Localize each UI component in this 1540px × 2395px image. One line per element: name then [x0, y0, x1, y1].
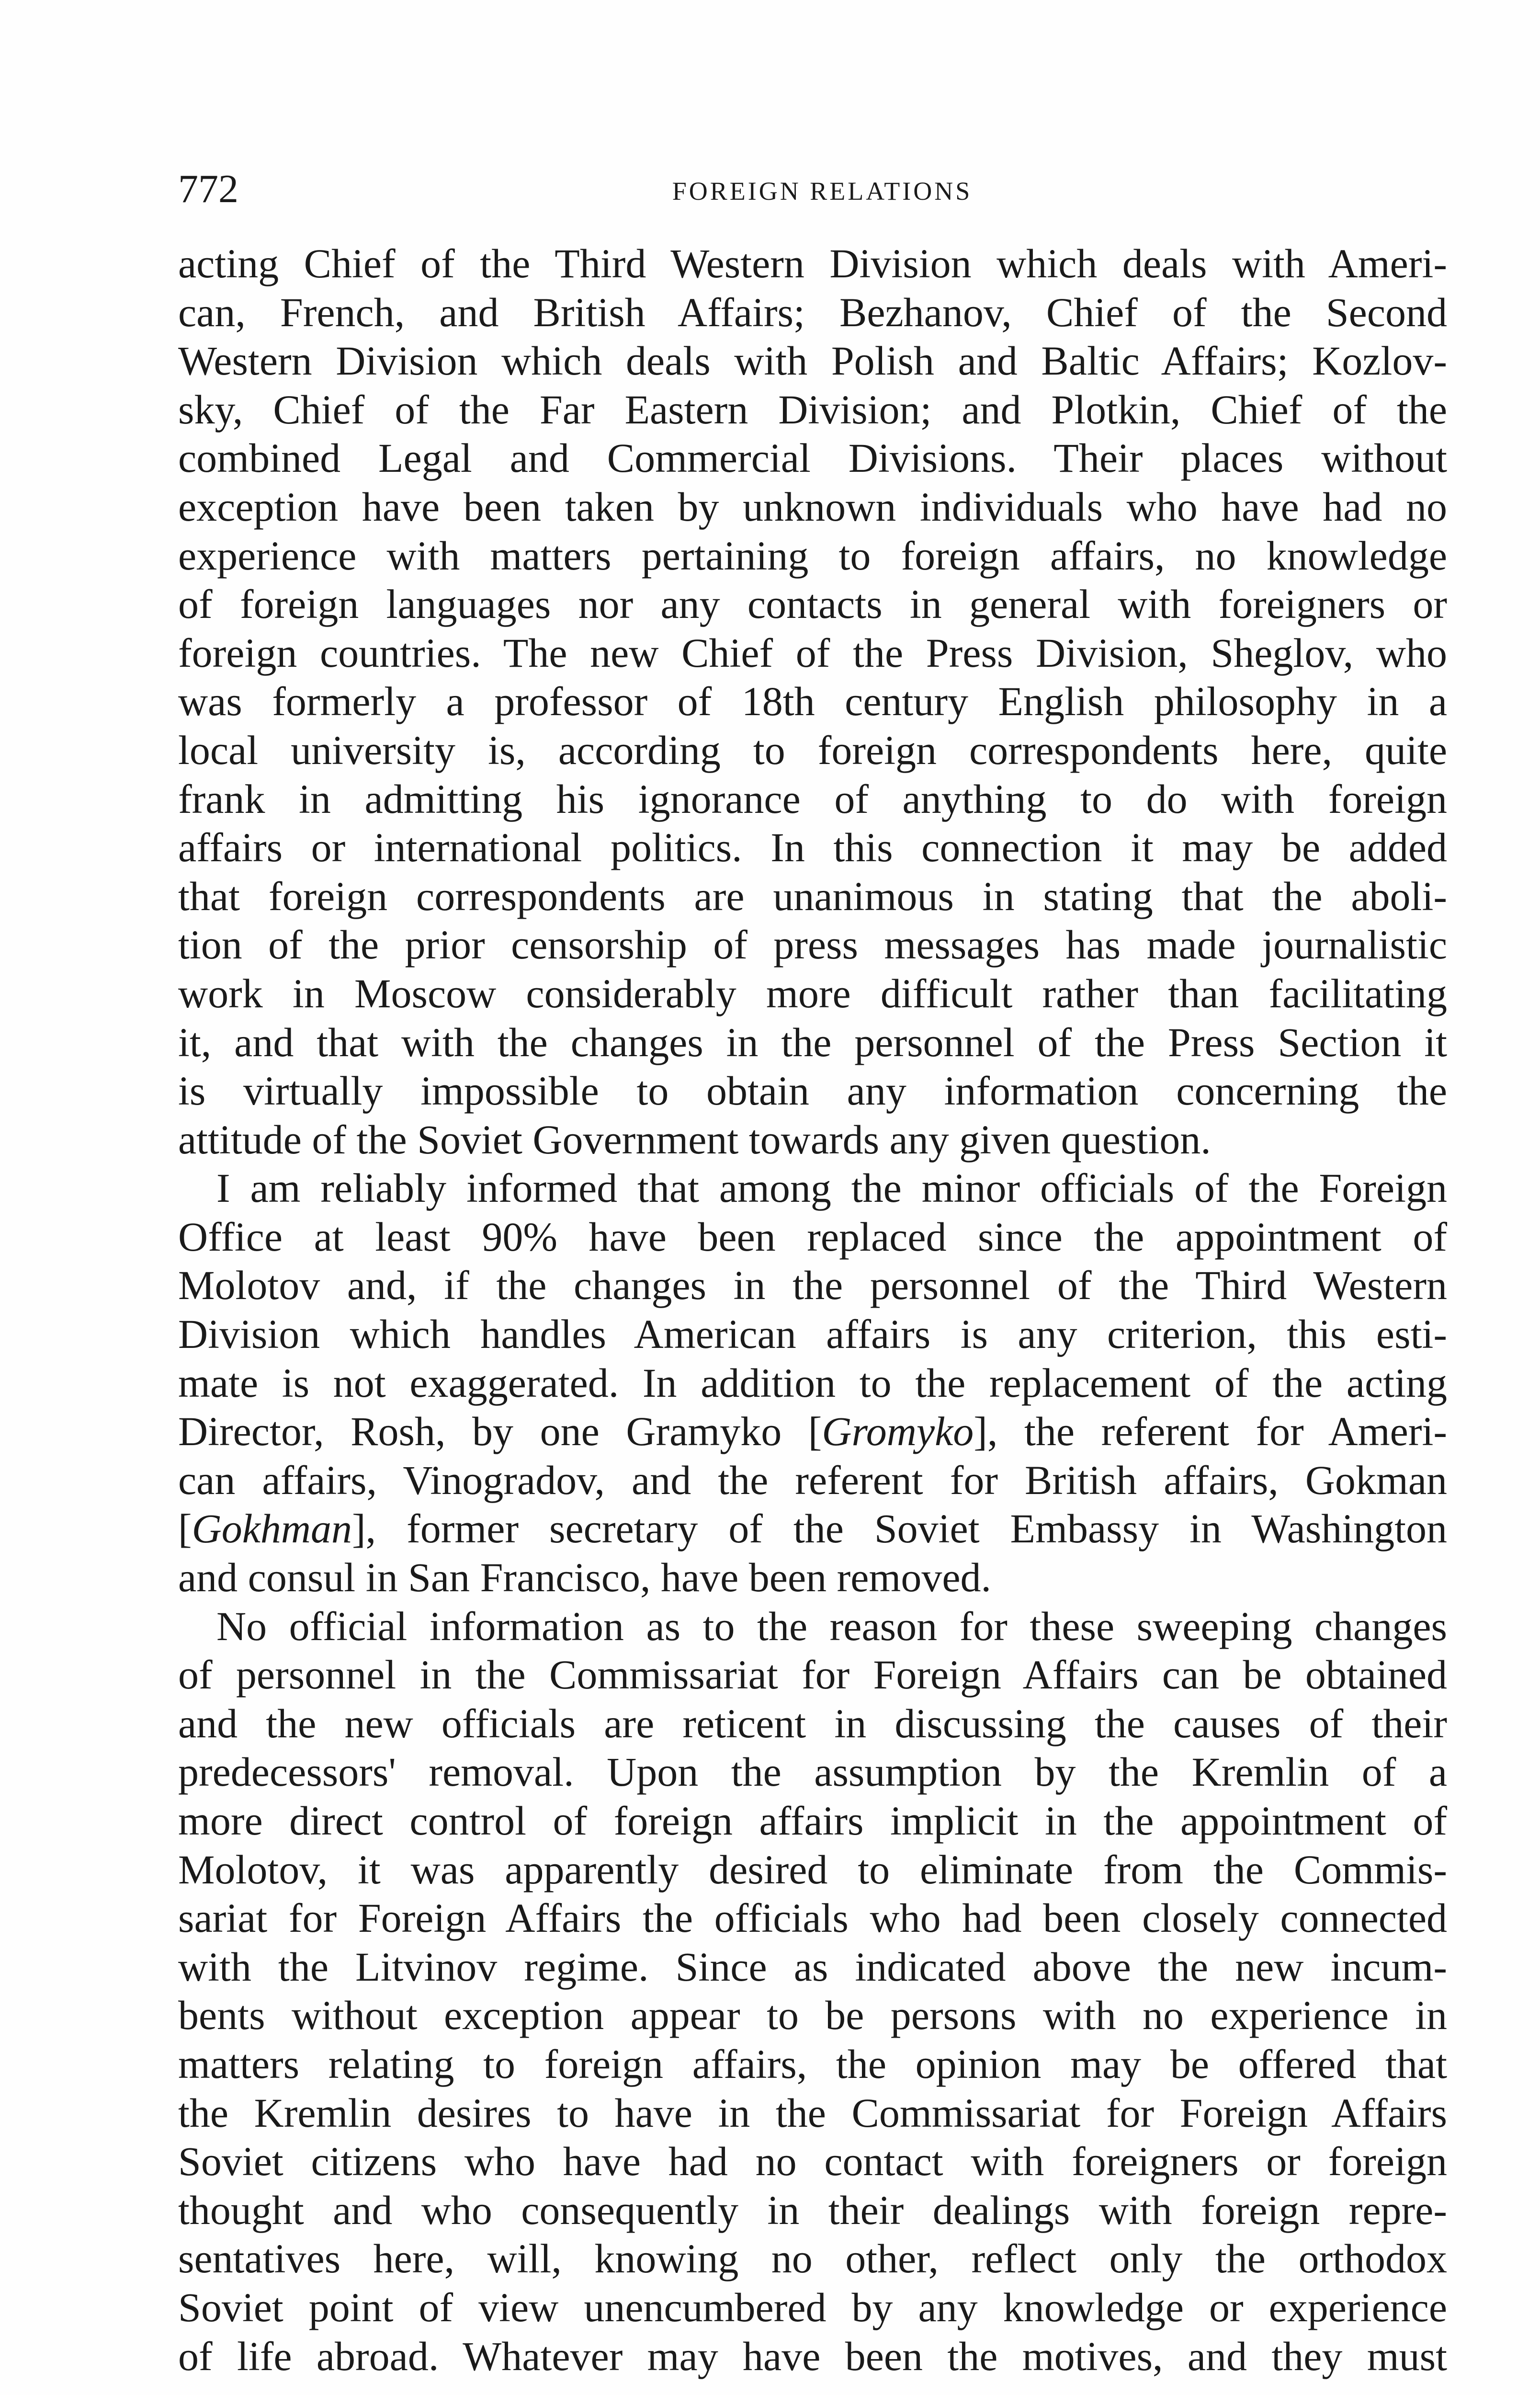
body-text [178, 240, 1447, 2381]
italic-name: Gromyko [822, 1408, 974, 1455]
text-line: sariat for Foreign Affairs the officials who had been closely connected [178, 1895, 1447, 1941]
running-header [178, 163, 1447, 216]
text-line: [Gokhman], former secretary of the Soviet Embassy in Washington [178, 1505, 1447, 1552]
text-line: can affairs, Vinogradov, and the referent for British affairs, Gokman [178, 1457, 1447, 1503]
text-line: the Kremlin desires to have in the Commissariat for Foreign Affairs [178, 2089, 1447, 2136]
text-line: Molotov and, if the changes in the personnel of the Third Western [178, 1262, 1447, 1309]
text-line: with the Litvinov regime. Since as indicated above the new incum- [178, 1943, 1447, 1990]
text-line: experience with matters pertaining to foreign affairs, no knowledge [178, 532, 1447, 579]
text-line: of personnel in the Commissariat for Foreign Affairs can be obtained [178, 1652, 1447, 1698]
text-line: local university is, according to foreign correspondents here, quite [178, 727, 1447, 773]
text-line: sky, Chief of the Far Eastern Division; and Plotkin, Chief of the [178, 386, 1447, 433]
text-line: Office at least 90% have been replaced since the appointment of [178, 1213, 1447, 1260]
text-line: mate is not exaggerated. In addition to the replacement of the acting [178, 1359, 1447, 1406]
text-line: it, and that with the changes in the personnel of the Press Section it [178, 1019, 1447, 1065]
text-line: combined Legal and Commercial Divisions. Their places without [178, 435, 1447, 481]
text-line: frank in admitting his ignorance of anything to do with foreign [178, 776, 1447, 822]
text-line: foreign countries. The new Chief of the Press Division, Sheglov, who [178, 629, 1447, 676]
text-line: of foreign languages nor any contacts in general with foreigners or [178, 581, 1447, 627]
text-line: was formerly a professor of 18th century English philosophy in a [178, 678, 1447, 725]
text-line: No official information as to the reason for these sweeping changes [216, 1603, 1447, 1649]
text-line: Soviet citizens who have had no contact with foreigners or foreign [178, 2138, 1447, 2185]
text-line: Director, Rosh, by one Gramyko [Gromyko], the referent for Ameri- [178, 1408, 1447, 1455]
italic-name: Gokhman [192, 1505, 352, 1552]
text-line: I am reliably informed that among the minor officials of the Foreign [216, 1165, 1447, 1211]
running-title: FOREIGN RELATIONS [672, 177, 973, 205]
text-line: predecessors' removal. Upon the assumption by the Kremlin of a [178, 1749, 1447, 1795]
text-line: can, French, and British Affairs; Bezhanov, Chief of the Second [178, 289, 1447, 335]
text-line: sentatives here, will, knowing no other, reflect only the orthodox [178, 2235, 1447, 2282]
text-line: Division which handles American affairs is any criterion, this esti- [178, 1311, 1447, 1357]
text-line: thought and who consequently in their dealings with foreign repre- [178, 2187, 1447, 2233]
text-line: tion of the prior censorship of press messages has made journalistic [178, 922, 1447, 968]
text-line: affairs or international politics. In this connection it may be added [178, 824, 1447, 871]
paragraph [178, 1602, 1447, 2381]
page-number: 772 [178, 167, 238, 211]
text-line: Western Division which deals with Polish and Baltic Affairs; Kozlov- [178, 338, 1447, 384]
text-line: matters relating to foreign affairs, the opinion may be offered that [178, 2041, 1447, 2087]
text-line: work in Moscow considerably more difficult rather than facilitating [178, 970, 1447, 1016]
text-line: more direct control of foreign affairs implicit in the appointment of [178, 1798, 1447, 1844]
text-line: and the new officials are reticent in discussing the causes of their [178, 1700, 1447, 1746]
paragraph [178, 1164, 1447, 1602]
text-line: Molotov, it was apparently desired to eliminate from the Commis- [178, 1846, 1447, 1893]
text-line: is virtually impossible to obtain any information concerning the [178, 1068, 1447, 1114]
paragraph [178, 240, 1447, 1164]
text-line: attitude of the Soviet Government towards any given question. [178, 1116, 1211, 1163]
text-line: of life abroad. Whatever may have been the motives, and they must [178, 2333, 1447, 2379]
text-line: bents without exception appear to be persons with no experience in [178, 1992, 1447, 2039]
text-line: exception have been taken by unknown individuals who have had no [178, 483, 1447, 530]
text-line: Soviet point of view unencumbered by any knowledge or experience [178, 2284, 1447, 2330]
text-line: that foreign correspondents are unanimous in stating that the aboli- [178, 873, 1447, 919]
text-line: and consul in San Francisco, have been removed. [178, 1554, 991, 1601]
text-line: acting Chief of the Third Western Division which deals with Ameri- [178, 240, 1447, 286]
